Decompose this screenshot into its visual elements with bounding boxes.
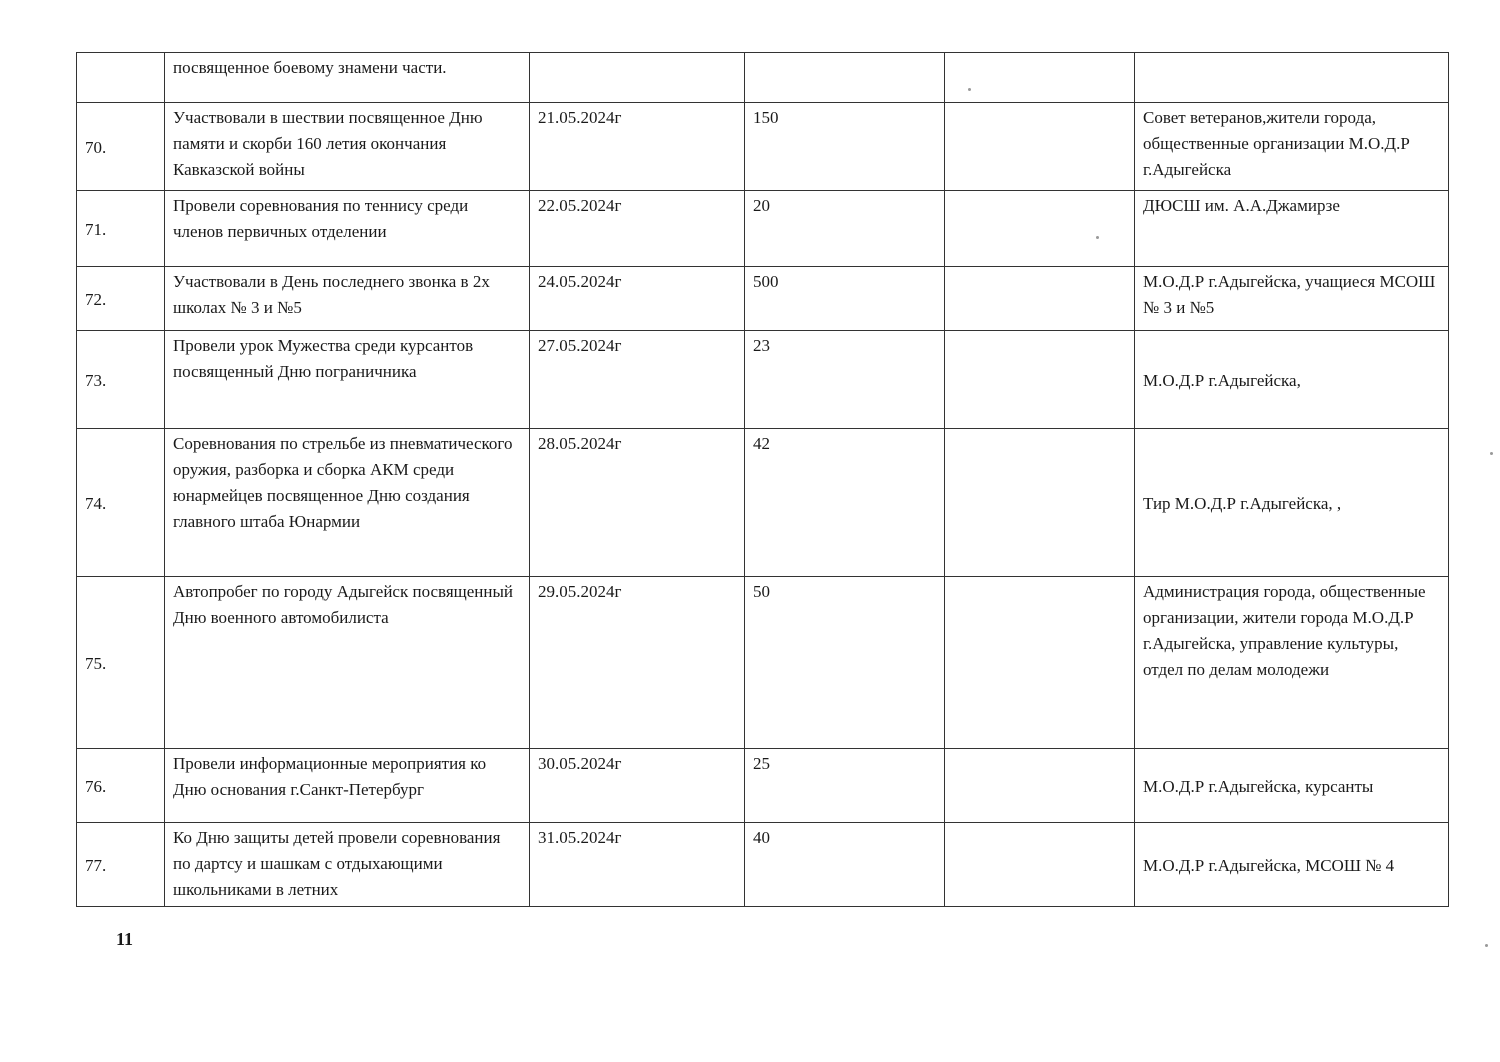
- row-number: 75.: [77, 577, 165, 749]
- event-description: посвященное боевому знамени части.: [165, 53, 530, 103]
- participant-count: 50: [745, 577, 945, 749]
- extra-cell: [945, 103, 1135, 191]
- extra-cell: [945, 429, 1135, 577]
- row-number: 74.: [77, 429, 165, 577]
- organizations: ДЮСШ им. А.А.Джамирзе: [1135, 191, 1449, 267]
- event-date: 21.05.2024г: [530, 103, 745, 191]
- event-description: Ко Дню защиты детей провели соревнования по дартсу и шашкам с отдыхающими школьниками в летних: [165, 823, 530, 907]
- row-number: [77, 53, 165, 103]
- organizations: М.О.Д.Р г.Адыгейска, курсанты: [1135, 749, 1449, 823]
- participant-count: 150: [745, 103, 945, 191]
- participant-count: 500: [745, 267, 945, 331]
- row-number: 76.: [77, 749, 165, 823]
- participant-count: 25: [745, 749, 945, 823]
- organizations: М.О.Д.Р г.Адыгейска, учащиеся МСОШ № 3 и №5: [1135, 267, 1449, 331]
- table-row: [77, 749, 1449, 823]
- scan-speck: [1096, 236, 1099, 239]
- table-row: [77, 53, 1449, 103]
- table-row: [77, 577, 1449, 749]
- event-description: Провели информационные мероприятия ко Дню основания г.Санкт-Петербург: [165, 749, 530, 823]
- participant-count: 23: [745, 331, 945, 429]
- event-date: 27.05.2024г: [530, 331, 745, 429]
- scan-speck: [1485, 944, 1488, 947]
- event-description: Провели урок Мужества среди курсантов посвященный Дню пограничника: [165, 331, 530, 429]
- participant-count: 40: [745, 823, 945, 907]
- row-number: 73.: [77, 331, 165, 429]
- event-description: Участвовали в шествии посвященное Дню памяти и скорби 160 летия окончания Кавказской войны: [165, 103, 530, 191]
- event-description: Автопробег по городу Адыгейск посвященный Дню военного автомобилиста: [165, 577, 530, 749]
- table-row: [77, 823, 1449, 907]
- participant-count: [745, 53, 945, 103]
- organizations: Администрация города, общественные организации, жители города М.О.Д.Р г.Адыгейска, управление культуры, отдел по делам молодежи: [1135, 577, 1449, 749]
- table-row: [77, 429, 1449, 577]
- extra-cell: [945, 823, 1135, 907]
- event-date: 31.05.2024г: [530, 823, 745, 907]
- organizations: Тир М.О.Д.Р г.Адыгейска, ,: [1135, 429, 1449, 577]
- event-date: 24.05.2024г: [530, 267, 745, 331]
- extra-cell: [945, 267, 1135, 331]
- event-date: 28.05.2024г: [530, 429, 745, 577]
- scan-speck: [968, 88, 971, 91]
- event-date: [530, 53, 745, 103]
- event-date: 30.05.2024г: [530, 749, 745, 823]
- extra-cell: [945, 331, 1135, 429]
- page-number: 11: [116, 929, 134, 949]
- extra-cell: [945, 577, 1135, 749]
- extra-cell: [945, 191, 1135, 267]
- table-row: [77, 267, 1449, 331]
- participant-count: 42: [745, 429, 945, 577]
- event-description: Провели соревнования по теннису среди членов первичных отделении: [165, 191, 530, 267]
- row-number: 70.: [77, 103, 165, 191]
- organizations: М.О.Д.Р г.Адыгейска, МСОШ № 4: [1135, 823, 1449, 907]
- table-row: [77, 103, 1449, 191]
- participant-count: 20: [745, 191, 945, 267]
- events-table: [76, 52, 1449, 907]
- extra-cell: [945, 749, 1135, 823]
- event-description: Участвовали в День последнего звонка в 2х школах № 3 и №5: [165, 267, 530, 331]
- row-number: 72.: [77, 267, 165, 331]
- table-row: [77, 191, 1449, 267]
- scan-speck: [1490, 452, 1493, 455]
- organizations: Совет ветеранов,жители города, общественные организации М.О.Д.Р г.Адыгейска: [1135, 103, 1449, 191]
- organizations: М.О.Д.Р г.Адыгейска,: [1135, 331, 1449, 429]
- organizations: [1135, 53, 1449, 103]
- event-date: 22.05.2024г: [530, 191, 745, 267]
- row-number: 71.: [77, 191, 165, 267]
- extra-cell: [945, 53, 1135, 103]
- row-number: 77.: [77, 823, 165, 907]
- event-date: 29.05.2024г: [530, 577, 745, 749]
- event-description: Соревнования по стрельбе из пневматического оружия, разборка и сборка АКМ среди юнармейцев посвященное Дню создания главного штаба Юнармии: [165, 429, 530, 577]
- table-row: [77, 331, 1449, 429]
